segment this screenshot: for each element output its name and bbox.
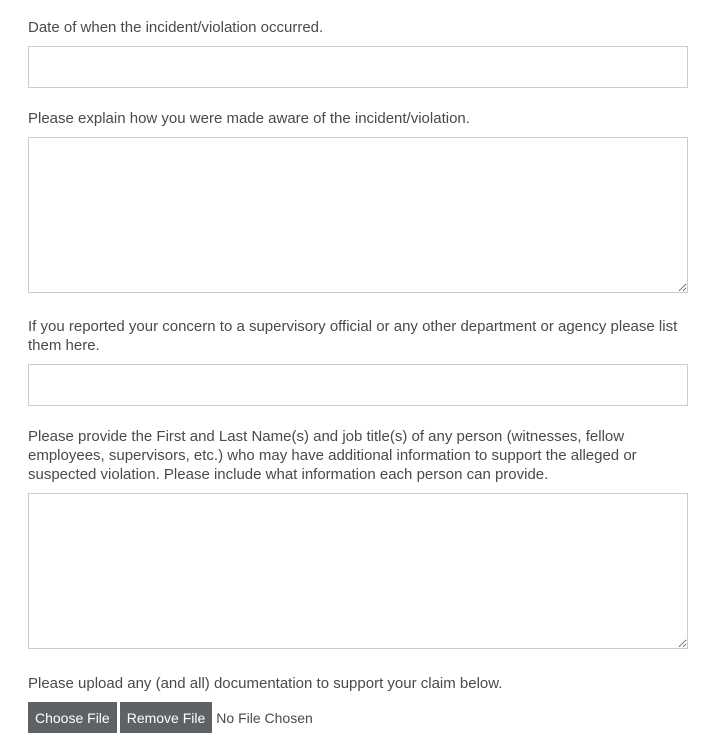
date-label: Date of when the incident/violation occurred.	[28, 19, 324, 36]
remove-file-button[interactable]: Remove File	[120, 702, 213, 733]
file-upload-row	[28, 702, 313, 733]
persons-textarea[interactable]	[28, 493, 688, 649]
choose-file-button[interactable]: Choose File	[28, 702, 117, 733]
date-input[interactable]	[28, 46, 688, 88]
persons-label: Please provide the First and Last Name(s) and job title(s) of any person (witnesses, fellow employees, supervisors, etc.) who may have additional information to support the alleged or suspected violation. Please include what information each person can provide.	[28, 428, 637, 483]
upload-label: Please upload any (and all) documentation to support your claim below.	[28, 675, 503, 692]
reported-label: If you reported your concern to a supervisory official or any other department or agency please list them here.	[28, 318, 678, 354]
awareness-textarea[interactable]	[28, 137, 688, 293]
awareness-label: Please explain how you were made aware of the incident/violation.	[28, 110, 470, 127]
reported-input[interactable]	[28, 364, 688, 406]
file-status-text: No File Chosen	[216, 709, 313, 726]
